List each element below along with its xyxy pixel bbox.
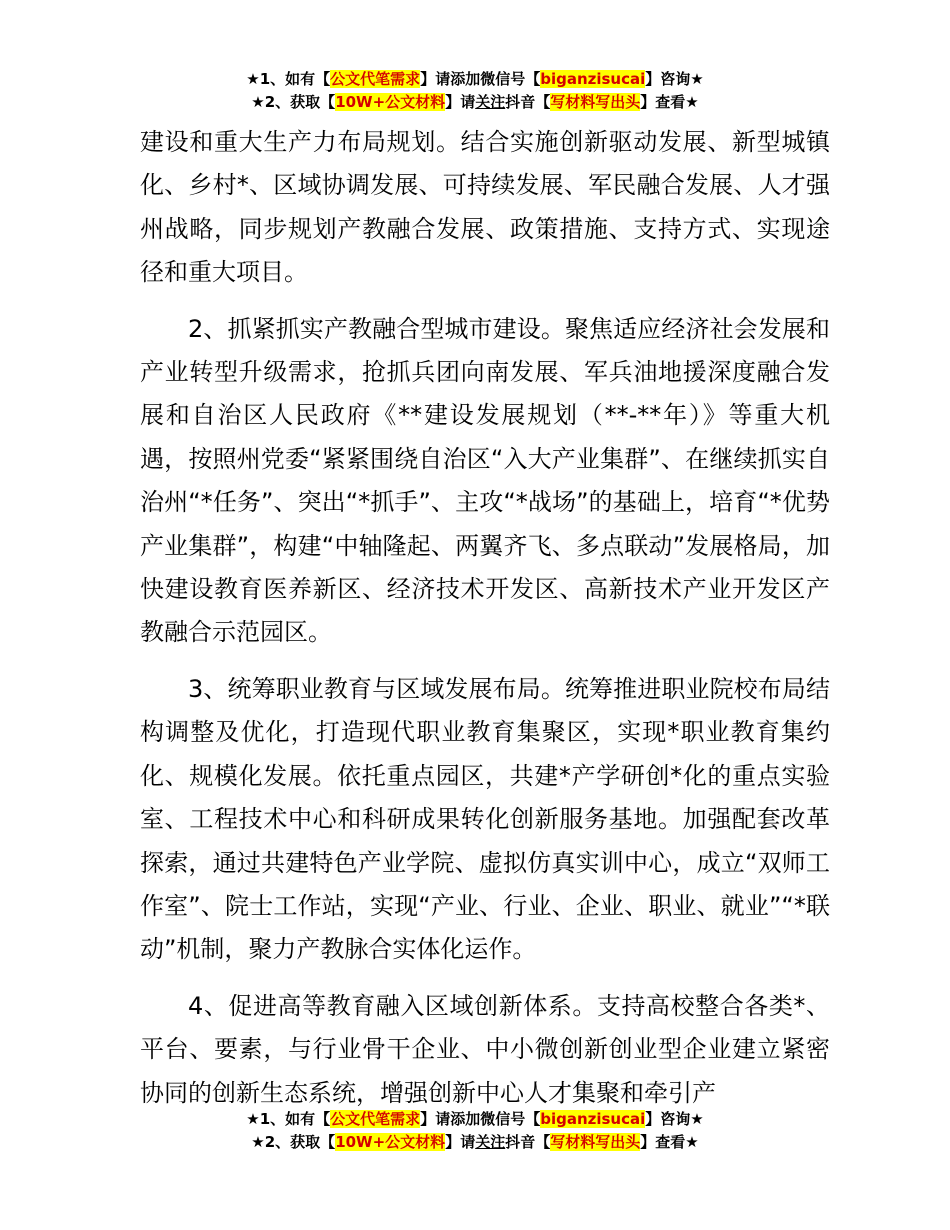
footer-banner <box>0 1108 950 1154</box>
banner-underline: 关注 <box>475 1133 506 1151</box>
banner-text: 】请添加微信号【 <box>420 1110 541 1128</box>
banner-highlight: 公文代笔需求 <box>330 70 421 88</box>
banner-highlight: 写材料写出头 <box>550 93 641 111</box>
banner-text: ★2、获取【 <box>251 93 336 111</box>
banner-highlight: 10W+公文材料 <box>335 93 446 111</box>
banner-text: 抖音【 <box>505 1133 551 1151</box>
banner-line-2 <box>0 91 950 114</box>
banner-line-2 <box>0 1131 950 1154</box>
banner-highlight: 10W+公文材料 <box>335 1133 446 1151</box>
banner-highlight: biganzisucai <box>540 70 646 88</box>
banner-text: 】请 <box>445 93 476 111</box>
banner-text: 】请添加微信号【 <box>420 70 541 88</box>
banner-text: ★1、如有【 <box>246 1110 331 1128</box>
banner-text: 】请 <box>445 1133 476 1151</box>
banner-text: ★2、获取【 <box>251 1133 336 1151</box>
banner-text: 抖音【 <box>505 93 551 111</box>
banner-text: 】咨询★ <box>645 1110 704 1128</box>
banner-underline: 关注 <box>475 93 506 111</box>
banner-highlight: 写材料写出头 <box>550 1133 641 1151</box>
header-banner <box>0 68 950 114</box>
paragraph-item-3: 3、统筹职业教育与区域发展布局。统筹推进职业院校布局结构调整及优化，打造现代职业教育集聚区，实现*职业教育集约化、规模化发展。依托重点园区，共建*产学研创*化的重点实验室、工程技术中心和科研成果转化创新服务基地。加强配套改革探索，通过共建特色产业学院、虚拟仿真实训中心，成立“双师工作室”、院士工作站，实现“产业、行业、企业、职业、就业”“*联动”机制，聚力产教脉合实体化运作。 <box>140 674 830 964</box>
banner-text: 】查看★ <box>640 1133 699 1151</box>
paragraph-item-2: 2、抓紧抓实产教融合型城市建设。聚焦适应经济社会发展和产业转型升级需求，抢抓兵团向南发展、军兵油地援深度融合发展和自治区人民政府《**建设发展规划（**-**年）》等重大机遇，按照州党委“紧紧围绕自治区“入大产业集群”、在继续抓实自治州“*任务”、突出“*抓手”、主攻“*战场”的基础上，培育“*优势产业集群”，构建“中轴隆起、两翼齐飞、多点联动”发展格局，加快建设教育医养新区、经济技术开发区、高新技术产业开发区产教融合示范园区。 <box>140 314 830 647</box>
paragraph-continuation: 建设和重大生产力布局规划。结合实施创新驱动发展、新型城镇化、乡村*、区域协调发展、可持续发展、军民融合发展、人才强州战略，同步规划产教融合发展、政策措施、支持方式、实现途径和重大项目。 <box>140 128 830 287</box>
banner-text: 】查看★ <box>640 93 699 111</box>
banner-text: ★1、如有【 <box>246 70 331 88</box>
banner-text: 】咨询★ <box>645 70 704 88</box>
banner-line-1 <box>0 1108 950 1131</box>
banner-highlight: 公文代笔需求 <box>330 1110 421 1128</box>
document-body <box>140 121 830 1115</box>
banner-highlight: biganzisucai <box>540 1110 646 1128</box>
paragraph-item-4: 4、促进高等教育融入区域创新体系。支持高校整合各类*、平台、要素，与行业骨干企业、中小微创新创业型企业建立紧密协同的创新生态系统，增强创新中心人才集聚和牵引产 <box>140 991 830 1107</box>
banner-line-1 <box>0 68 950 91</box>
